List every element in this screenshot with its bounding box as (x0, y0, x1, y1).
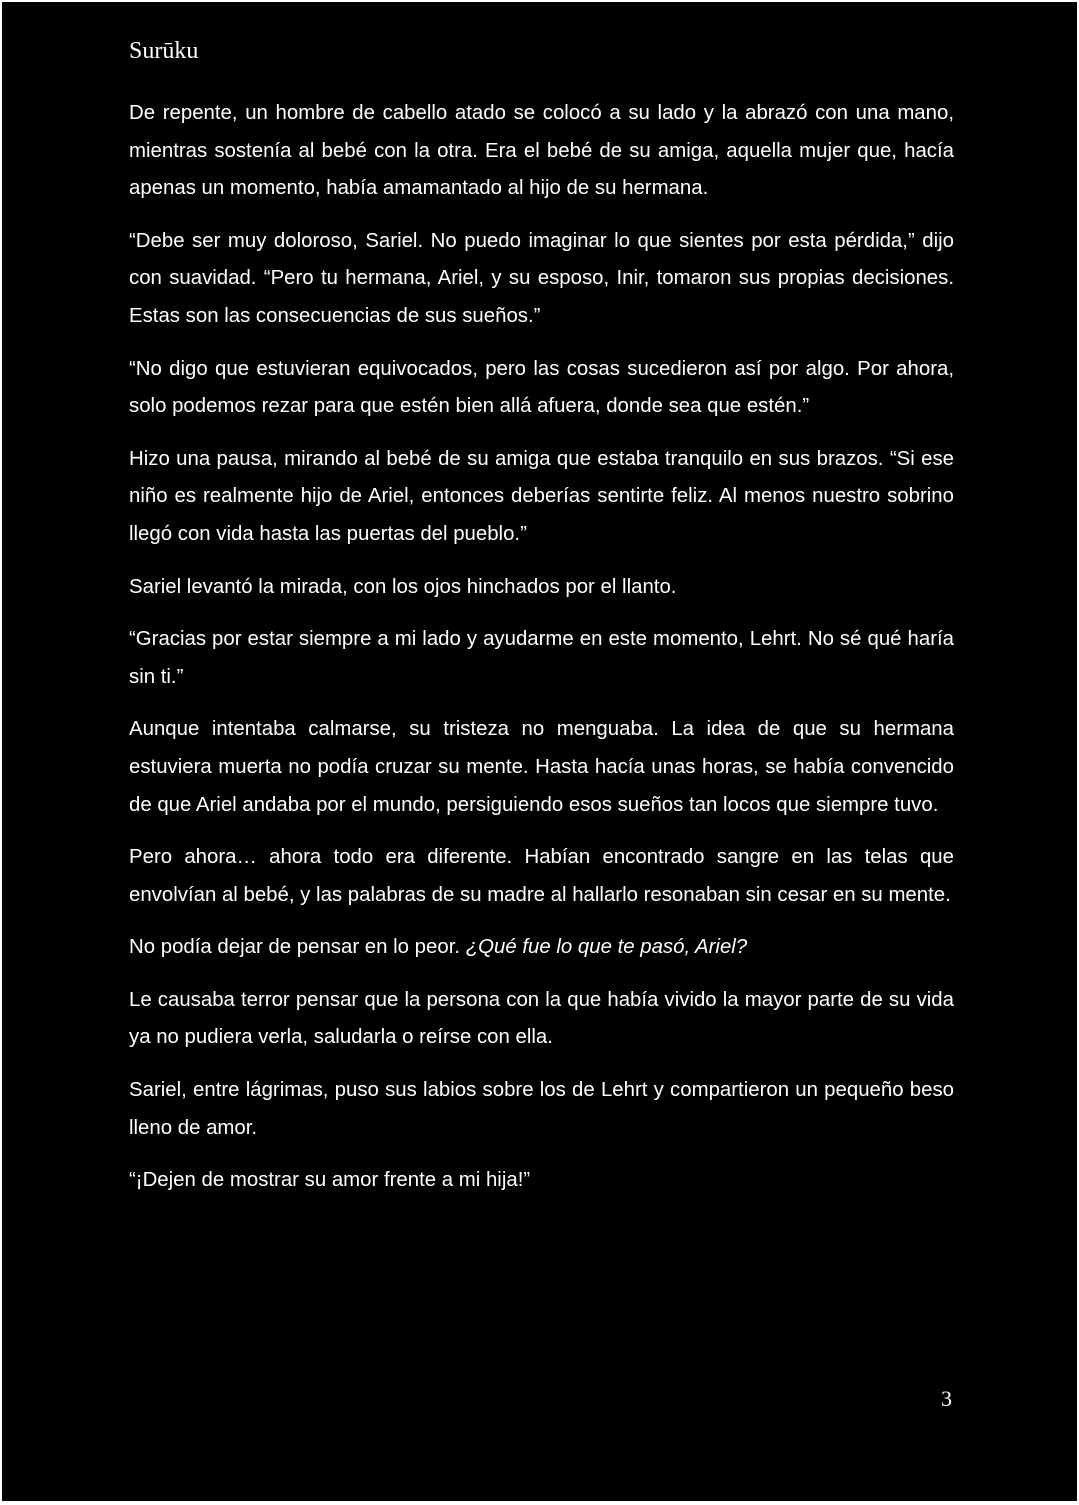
paragraph: Sariel, entre lágrimas, puso sus labios sobre los de Lehrt y compartieron un pequeño beso lleno de amor. (129, 1079, 954, 1139)
document-page (2, 2, 1077, 1501)
paragraph-with-italic (129, 929, 954, 967)
body-text (129, 95, 954, 1215)
paragraph: Le causaba terror pensar que la persona con la que había vivido la mayor parte de su vida ya no pudiera verla, saludarla o reírse con ella. (129, 988, 954, 1049)
paragraph: “Debe ser muy doloroso, Sariel. No puedo imaginar lo que sientes por esta pérdida,” dijo con suavidad. “Pero tu hermana, Ariel, y su esposo, Inir, tomaron sus propias decisiones. Estas son las consecuencias de sus sueños.” (129, 229, 954, 327)
running-header-title: Surūku (129, 38, 199, 64)
paragraph: “No digo que estuvieran equivocados, pero las cosas sucedieron así por algo. Por ahora, solo podemos rezar para que estén bien allá afuera, donde sea que estén.” (129, 357, 954, 418)
italic-thought: ¿Qué fue lo que te pasó, Ariel? (465, 936, 748, 959)
paragraph: Hizo una pausa, mirando al bebé de su amiga que estaba tranquilo en sus brazos. “Si ese niño es realmente hijo de Ariel, entonces deberías sentirte feliz. Al menos nuestro sobrino llegó con vida hasta las puertas del pueblo.” (129, 447, 954, 545)
page-number: 3 (941, 1386, 952, 1411)
paragraph: De repente, un hombre de cabello atado se colocó a su lado y la abrazó con una mano, mientras sostenía al bebé con la otra. Era el bebé de su amiga, aquella mujer que, hacía apenas un momento, había amamantado al hijo de su hermana. (129, 102, 954, 200)
paragraph: Sariel levantó la mirada, con los ojos hinchados por el llanto. (129, 575, 677, 598)
paragraph: “Gracias por estar siempre a mi lado y ayudarme en este momento, Lehrt. No sé qué haría sin ti.” (129, 628, 954, 688)
paragraph: Aunque intentaba calmarse, su tristeza no menguaba. La idea de que su hermana estuviera muerta no podía cruzar su mente. Hasta hacía unas horas, se había convencido de que Ariel andaba por el mundo, persiguiendo esos sueños tan locos que siempre tuvo. (129, 718, 954, 816)
paragraph: Pero ahora… ahora todo era diferente. Habían encontrado sangre en las telas que envolvían al bebé, y las palabras de su madre al hallarlo resonaban sin cesar en su mente. (129, 846, 954, 906)
paragraph-text: No podía dejar de pensar en lo peor. (129, 936, 466, 959)
paragraph: “¡Dejen de mostrar su amor frente a mi hija!” (129, 1169, 531, 1192)
